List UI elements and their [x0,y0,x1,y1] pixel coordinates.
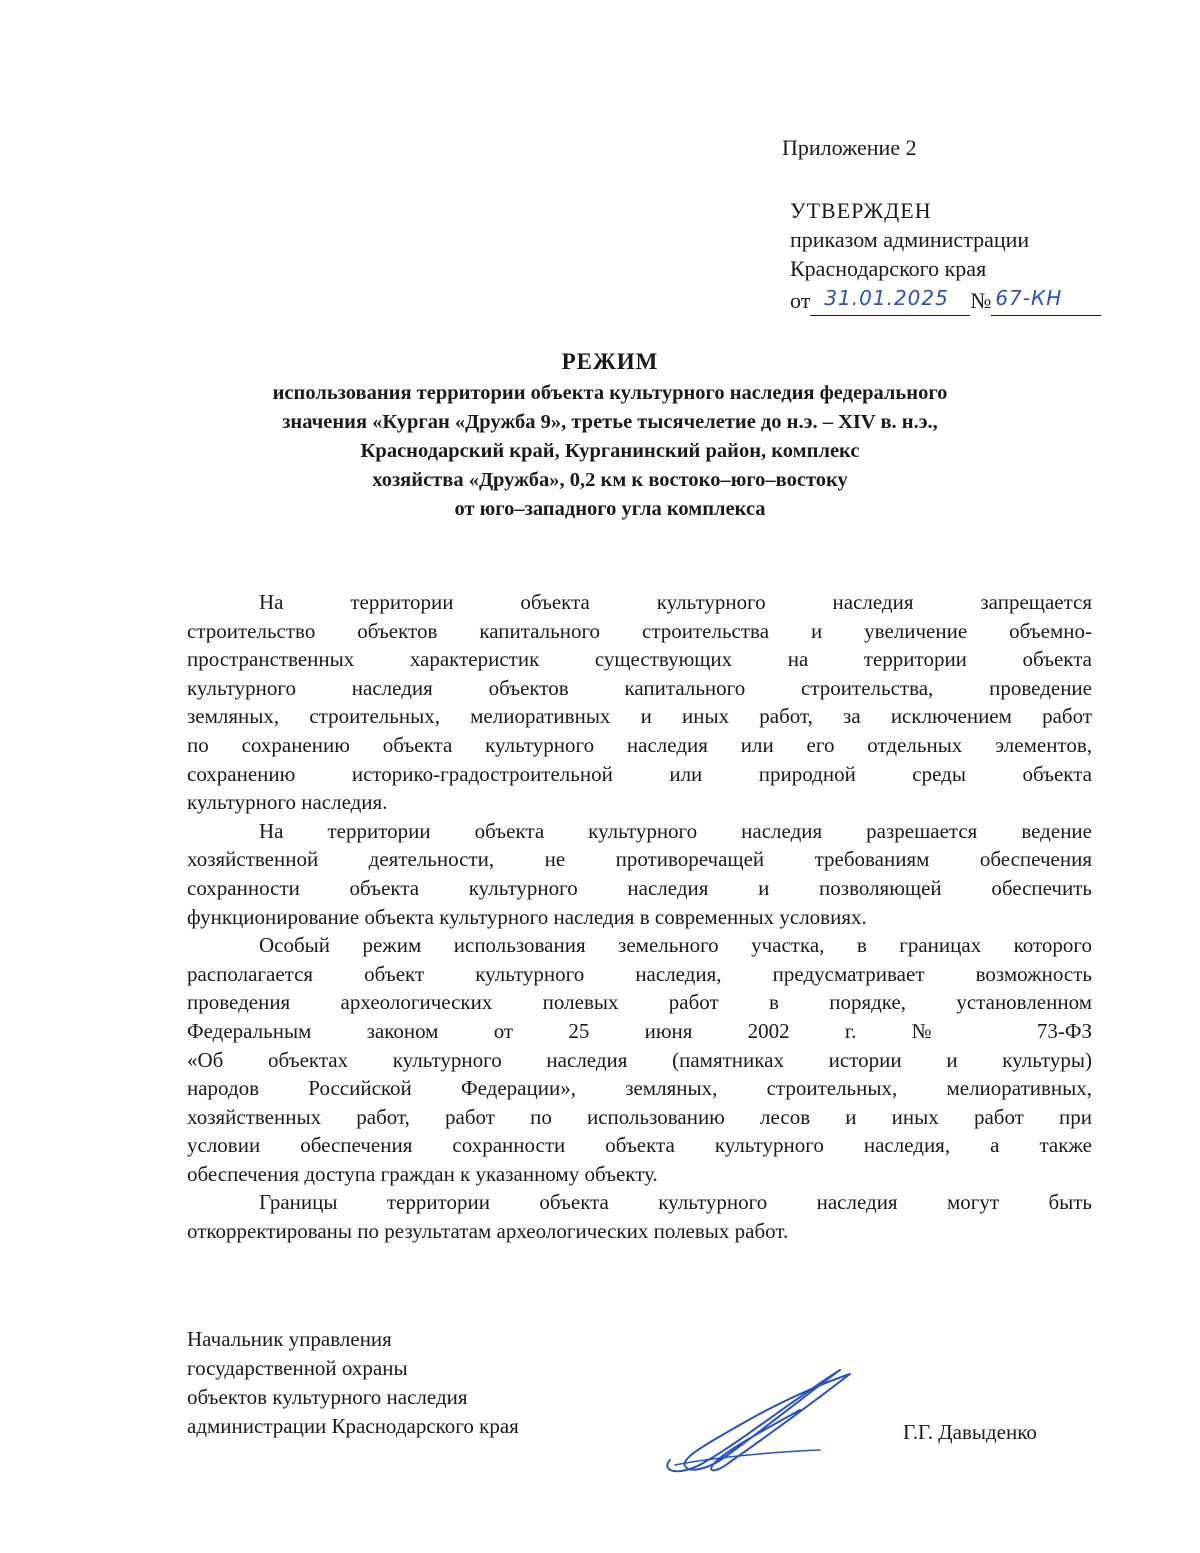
order-date-number-line [790,286,1101,316]
position-line: Начальник управления [187,1327,392,1351]
text-line: сохранности объекта культурного наследия и позволяющей обеспечить [187,875,1092,900]
text-line: сохранению историко-градостроительной или природной среды объекта [187,761,1092,786]
title-line: значения «Курган «Дружба 9», третье тысячелетие до н.э. – XIV в. н.э., [282,411,938,433]
date-blank [810,286,970,316]
text-line: функционирование объекта культурного наследия в современных условиях. [187,904,867,929]
title-line: от юго–западного угла комплекса [454,498,766,520]
text-line: Особый режим использования земельного участка, в границах которого [259,933,1092,958]
text-line: условии обеспечения сохранности объекта культурного наследия, а также [187,1133,1092,1158]
number-sign: № [970,288,992,313]
title-subtitle [150,379,1070,524]
title-line: использования территории объекта культурного наследия федерального [272,382,948,404]
text-line: «Об объектах культурного наследия (памятниках истории и культуры) [187,1047,1092,1072]
paragraph-permissions [187,817,1092,931]
text-line: по сохранению объекта культурного наследия или его отдельных элементов, [187,732,1092,757]
signatory-name: Г.Г. Давыденко [903,1420,1037,1444]
text-line: строительство объектов капитального строительства и увеличение объемно- [187,618,1092,643]
title-line: хозяйства «Дружба», 0,2 км к востоко–юго–востоку [372,469,848,491]
position-line: администрации Краснодарского края [187,1414,519,1438]
title-line: Краснодарский край, Курганинский район, комплекс [360,440,860,462]
approval-line-2: Краснодарского края [790,256,987,281]
approval-line-1: приказом администрации [790,227,1030,252]
text-line: обеспечения доступа граждан к указанному объекту. [187,1161,658,1186]
paragraph-prohibitions [187,588,1092,817]
text-line: пространственных характеристик существующих на территории объекта [187,647,1092,672]
text-line: На территории объекта культурного наследия запрещается [259,590,1092,614]
text-line: Федеральным законом от 25 июня 2002 г. № 73-ФЗ [187,1018,1092,1043]
text-line: откорректированы по результатам археологических полевых работ. [187,1219,789,1244]
from-prefix: от [790,288,811,313]
document-body [187,588,1092,1246]
approved-heading: УТВЕРЖДЕН [790,198,932,223]
text-line: Границы территории объекта культурного наследия могут быть [259,1190,1092,1215]
title-main: РЕЖИМ [561,349,659,374]
text-line: располагается объект культурного наследия, предусматривает возможность [187,961,1092,986]
appendix-label: Приложение 2 [782,135,917,160]
document-title [150,345,1070,524]
text-line: народов Российской Федерации», земляных, строительных, мелиоративных, [187,1076,1092,1101]
text-line: земляных, строительных, мелиоративных и иных работ, за исключением работ [187,704,1092,729]
handwritten-number: 67-КН [995,286,1063,310]
text-line: проведения археологических полевых работ в порядке, установленном [187,990,1092,1015]
paragraph-boundaries [187,1188,1092,1245]
paragraph-special-regime [187,931,1092,1188]
text-line: хозяйственной деятельности, не противоречащей требованиям обеспечения [187,847,1092,872]
position-line: объектов культурного наследия [187,1385,468,1409]
handwritten-date: 31.01.2025 [824,286,949,310]
text-line: культурного наследия. [187,790,388,815]
text-line: хозяйственных работ, работ по использованию лесов и иных работ при [187,1104,1092,1129]
number-blank [991,286,1101,316]
position-line: государственной охраны [187,1356,408,1380]
text-line: На территории объекта культурного наследия разрешается ведение [259,818,1092,843]
text-line: культурного наследия объектов капитального строительства, проведение [187,675,1092,700]
approval-stamp [790,196,1029,283]
handwritten-signature [650,1362,870,1482]
signatory-position [187,1325,519,1441]
